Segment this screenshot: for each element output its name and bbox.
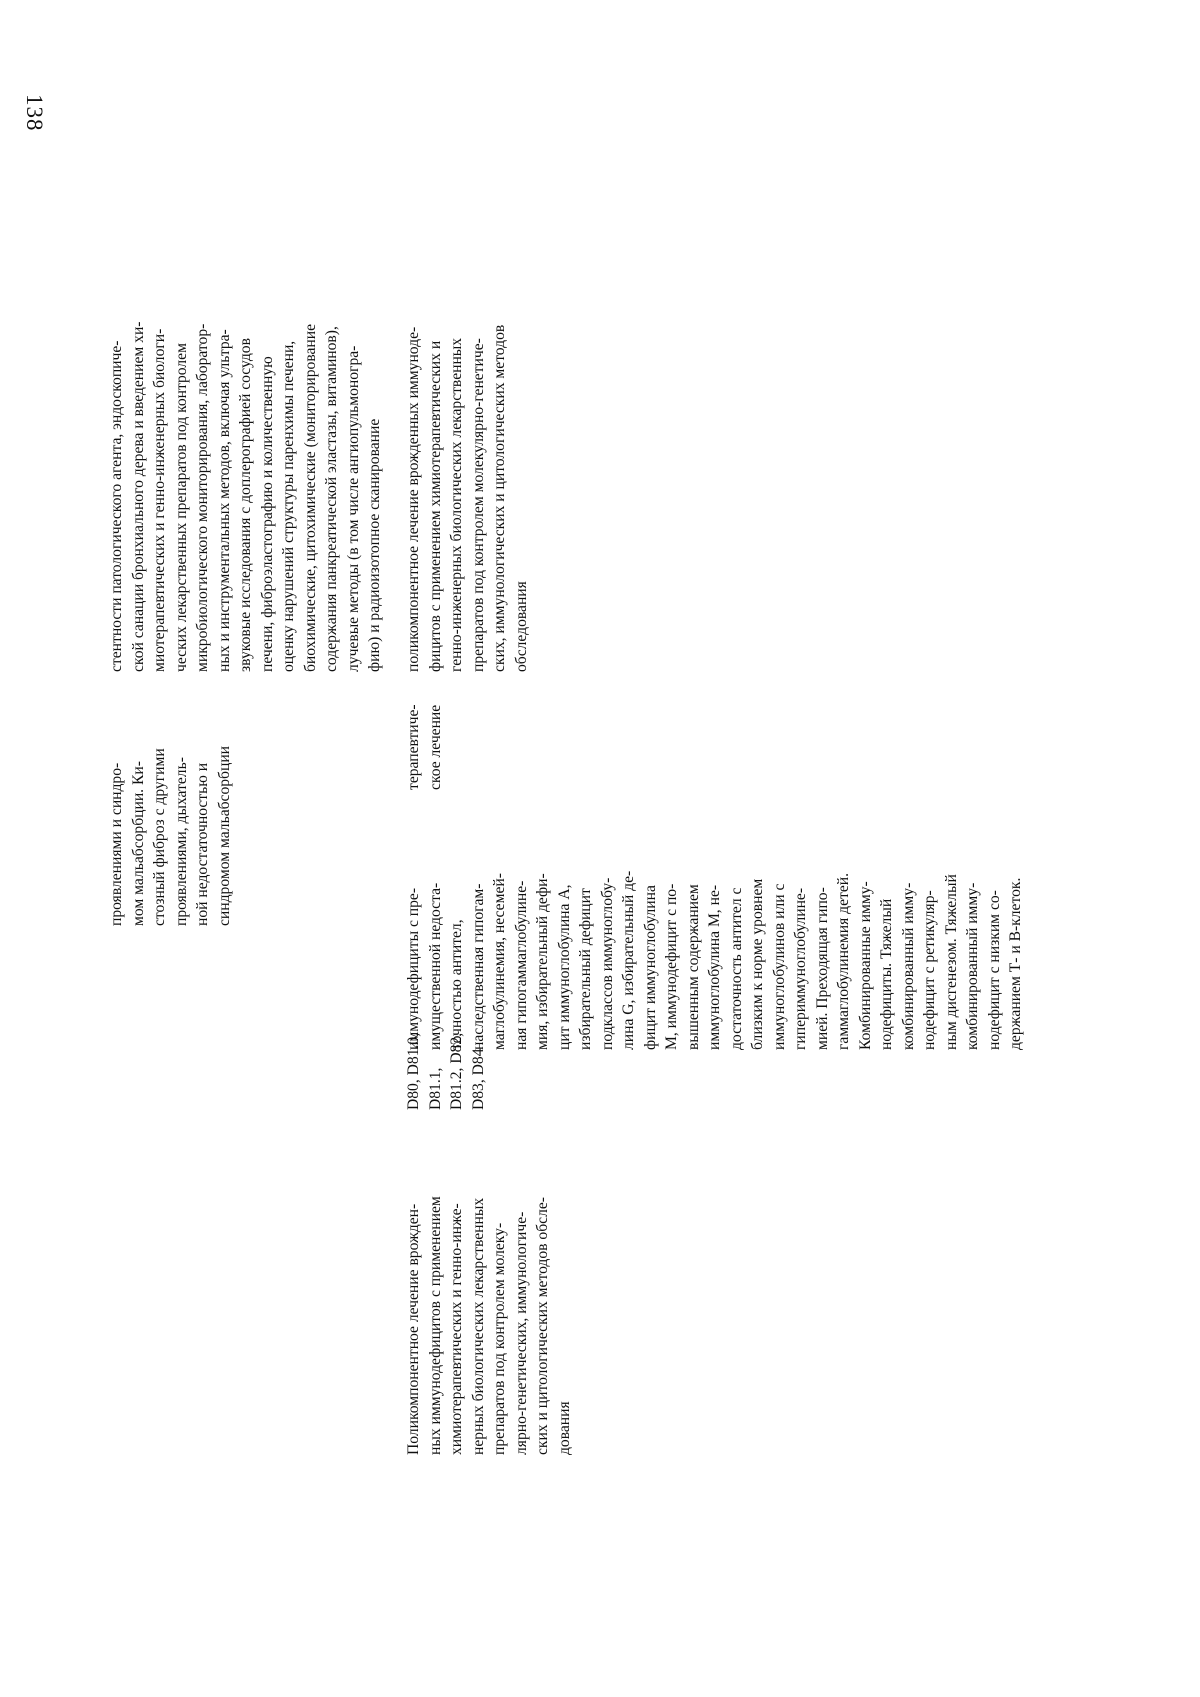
text-line: поликомпонентное лечение врожденных иммуноде- [405, 326, 422, 672]
text-line: гипериммуноглобулине- [792, 887, 809, 1050]
text-line: мия, избирательный дефи- [534, 873, 551, 1050]
text-line: достаточность антител с [727, 887, 745, 1050]
text-line: микробиологического мониторирования, лаборатор- [194, 323, 211, 672]
text-line: подклассов иммуноглобу- [598, 877, 616, 1050]
text-line: ным дисгенезом. Тяжелый [942, 874, 960, 1050]
text-line: D81.2, D82, [448, 1032, 465, 1110]
text-line: препаратов под контролем молекулярно-генетиче- [469, 338, 487, 672]
text-line: стозный фиброз с другими [151, 748, 168, 926]
text-line: ных иммунодефицитов с применением [426, 1196, 444, 1455]
text-line: ческих лекарственных препаратов под контролем [172, 343, 190, 672]
text-line: мом мальабсорбции. Ки- [129, 761, 147, 926]
text-line: терапевтиче- [405, 704, 422, 790]
upper-row-diagnosis-text [106, 666, 235, 926]
text-line: имущественной недоста- [426, 882, 444, 1050]
lower-row-treatment-method-text [403, 212, 532, 672]
text-line: комбинированный имму- [964, 882, 981, 1050]
text-line: содержания панкреатической эластазы, витаминов), [323, 326, 340, 672]
lower-row-treatment-type-text [403, 670, 446, 790]
lower-row-diagnosis-text [403, 790, 1027, 1050]
text-line: обследования [512, 581, 530, 672]
text-line: звуковые исследования с доплерографией сосудов [237, 338, 254, 672]
text-line: печени, фиброэластографию и количественную [258, 356, 276, 672]
text-line: маглобулинемия, несемей- [491, 873, 508, 1050]
text-line: синдромом мальабсорбции [215, 745, 233, 926]
text-line: ской санации бронхиального дерева и введением хи- [129, 321, 147, 672]
text-line: D80, D81.0, [405, 1032, 422, 1110]
text-line: лина G, избирательный де- [620, 870, 637, 1050]
text-line: нодефицит с низким со- [985, 890, 1003, 1050]
text-line: мией. Преходящая гипо- [813, 887, 831, 1050]
text-line: химиотерапевтических и генно-инже- [448, 1203, 465, 1455]
text-line: цит иммуноглобулина A, [555, 884, 573, 1050]
text-line: близким к норме уровнем [749, 878, 766, 1050]
text-line: фицит иммуноглобулина [641, 885, 659, 1050]
text-line: точностью антител, [448, 919, 465, 1050]
text-line: лучевые методы (в том числе ангиопульмоногра- [344, 345, 362, 672]
text-line: ское лечение [426, 704, 444, 790]
text-line: миотерапевтических и генно-инженерных биологи- [151, 328, 168, 672]
text-line: ских и цитологических методов обсле- [534, 1197, 551, 1455]
text-line: иммуноглобулинов или с [770, 883, 788, 1050]
text-line: дования [555, 1401, 573, 1455]
text-line: стентности патологического агента, эндоскопиче- [108, 340, 125, 672]
text-line: M, иммунодефицит с по- [663, 883, 680, 1050]
text-line: нерных биологических лекарственных [469, 1197, 487, 1455]
page-number: 138 [22, 94, 47, 132]
text-line: проявлениями, дыхатель- [172, 757, 190, 926]
text-line: наследственная гипогам- [469, 883, 487, 1050]
text-line: ная гипогаммаглобулине- [512, 880, 530, 1050]
upper-row-treatment-method-text [106, 212, 386, 672]
text-line: нодефициты. Тяжелый [878, 898, 895, 1050]
text-line: комбинированный имму- [899, 882, 917, 1050]
lower-row-care-type-text [403, 1115, 575, 1455]
text-line: лярно-генетических, иммунологиче- [512, 1211, 530, 1455]
text-line: держанием Т- и В-клеток. [1007, 877, 1024, 1050]
text-line: избирательный дефицит [577, 888, 594, 1050]
text-line: ной недостаточностью и [194, 762, 211, 926]
text-line: ских, иммунологических и цитологических методов [491, 324, 508, 672]
text-line: препаратов под контролем молеку- [491, 1222, 508, 1455]
text-line: фицитов с применением химиотерапевтических и [426, 340, 444, 672]
text-line: генно-инженерных биологических лекарственных [448, 337, 465, 672]
text-line: биохимические, цитохимические (мониторирование [301, 323, 319, 672]
text-line: иммунодефициты с пре- [405, 887, 422, 1050]
text-line: оценку нарушений структуры паренхимы печени, [280, 340, 297, 672]
text-line: Комбинированные имму- [856, 881, 874, 1050]
text-line: фию) и радиоизотопное сканирование [366, 418, 383, 672]
text-line: проявлениями и синдро- [108, 762, 125, 926]
text-line: D81.1, [426, 1067, 444, 1110]
text-line: иммуноглобулина M, не- [706, 884, 723, 1050]
text-line: Поликомпонентное лечение врожден- [405, 1203, 422, 1455]
text-line: ных и инструментальных методов, включая ультра- [215, 329, 233, 672]
text-line: нодефицит с ретикуляр- [921, 890, 938, 1050]
text-line: вышенным содержанием [684, 884, 702, 1050]
text-line: D83, D84 [469, 1048, 487, 1110]
text-line: гаммаглобулинемия детей. [835, 872, 852, 1050]
